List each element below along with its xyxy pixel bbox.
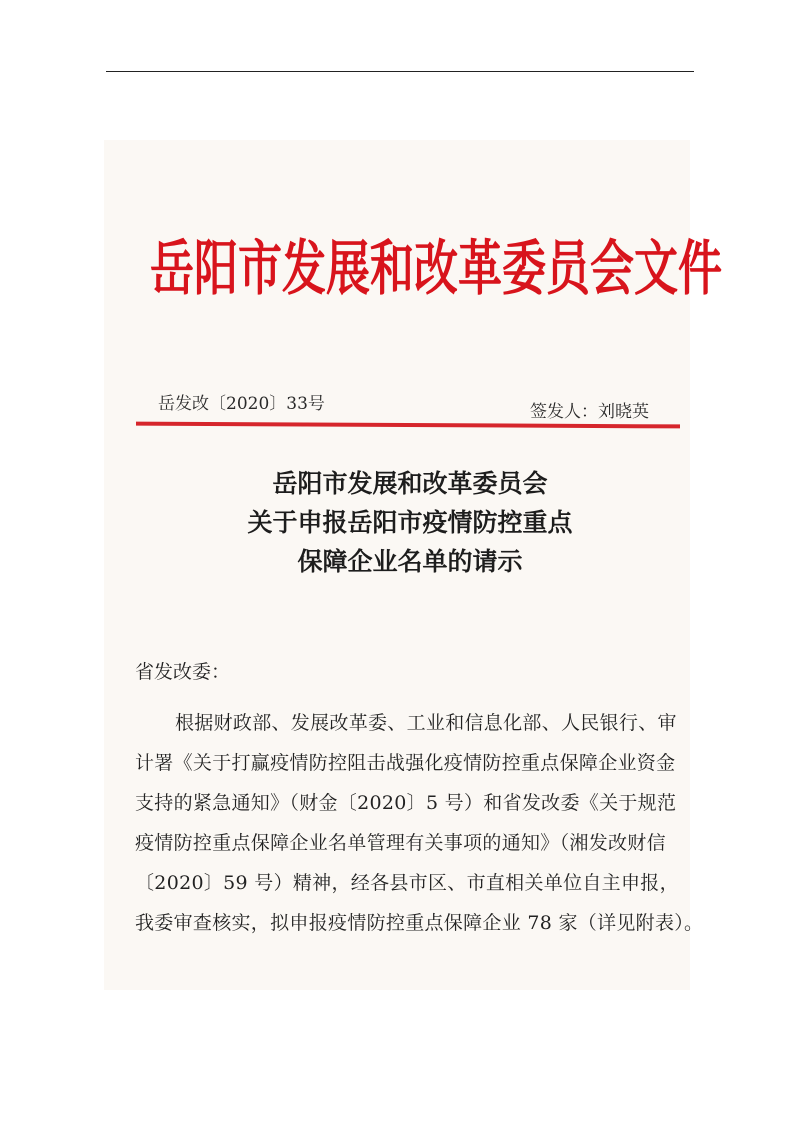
title-line-3: 保障企业名单的请示 (297, 547, 523, 576)
body-line-3: 支持的紧急通知》（财金〔2020〕5 号）和省发改委《关于规范 (135, 792, 677, 814)
issuer-header-title: 岳阳市发展和改革委员会文件 (150, 234, 722, 304)
signer-label: 签发人：刘晓英 (530, 402, 649, 422)
document-title (150, 464, 670, 581)
page-top-rule (106, 71, 694, 72)
body-line-1: 根据财政部、发展改革委、工业和信息化部、人民银行、审 (175, 712, 677, 734)
title-line-1: 岳阳市发展和改革委员会 (272, 469, 548, 498)
body-line-2: 计署《关于打赢疫情防控阻击战强化疫情防控重点保障企业资金 (135, 752, 676, 774)
document-number: 岳发改〔2020〕33号 (158, 394, 325, 414)
body-line-6: 我委审查核实，拟申报疫情防控重点保障企业 78 家（详见附表）。 (135, 912, 704, 934)
addressee: 省发改委： (135, 661, 231, 683)
body-line-4: 疫情防控重点保障企业名单管理有关事项的通知》（湘发改财信 (135, 832, 666, 854)
body-line-5: 〔2020〕59 号）精神，经各县市区、市直相关单位自主申报， (135, 872, 679, 894)
body-paragraph (135, 703, 704, 943)
title-line-2: 关于申报岳阳市疫情防控重点 (247, 508, 573, 537)
